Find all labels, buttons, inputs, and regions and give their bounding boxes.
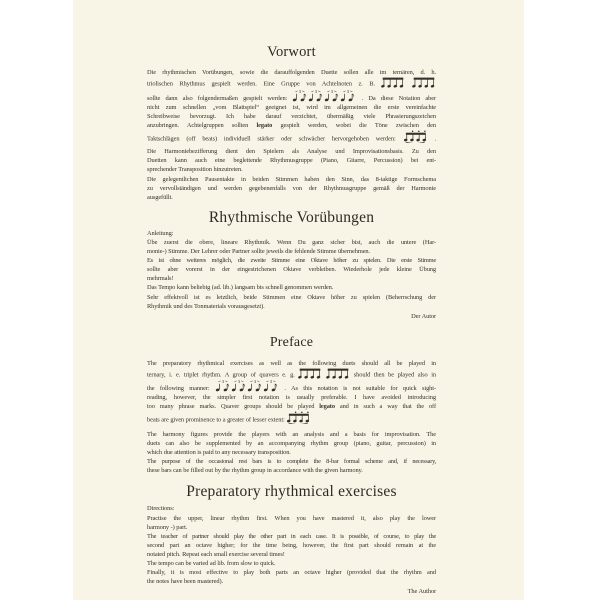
text: monie-) Stimme. Der Lehrer oder Partner sollte jeweils die fehlende Stimme übernehmen. [147, 248, 371, 256]
page-content [147, 0, 436, 596]
paragraph-line [147, 457, 436, 466]
triplet-figure-icon [215, 379, 231, 392]
text: The Author [407, 588, 436, 596]
triplet-figure-icon [263, 379, 279, 392]
text: reading, however, the simpler first notation is usually preferable. I have avoided introducing [147, 394, 436, 402]
text: ternary, i. e. triplet rhythm. A group of quavers e. g. [147, 371, 295, 379]
paragraph-line [147, 577, 436, 586]
beamed-quavers-icon [326, 368, 350, 379]
paragraph-line [147, 184, 436, 193]
text: gespielt werden, wobei die Töne zwischen den [280, 121, 437, 129]
paragraph-line [147, 103, 436, 112]
text: Das Tempo kann beliebig (ad. lib.) langsam bis schnell genommen werden. [147, 284, 334, 292]
text: Die Harmoniebezifferung dient den Spielern als Analyse und Improvisationsbasis. Zu den [147, 148, 436, 156]
paragraph-line [147, 302, 436, 311]
text: Es ist ohne weiteres möglich, die zweite Stimme eine Oktave höher zu spielen. Die erste Stimme [147, 257, 436, 265]
paragraph-line [147, 439, 436, 448]
text: . As this notation is not suitable for quick sight- [284, 385, 436, 393]
text: should then be played also in [353, 371, 437, 379]
author-signature [147, 312, 436, 321]
text: mehrmals! [147, 275, 174, 283]
paragraph-line [147, 265, 436, 274]
triplet-figure-icon [340, 89, 356, 102]
paragraph-line [147, 77, 436, 89]
text: Übe zuerst die obere, lineare Rhythmik. Wenn Du ganz sicher bist, auch die untere (Har- [147, 238, 436, 246]
text: Practise the upper, linear rhythm first. When you have mastered it, also play the lower [147, 514, 436, 522]
text: The teacher of partner should play the other part in each case. It is possible, of course, to play the [147, 532, 436, 540]
paragraph-line [147, 368, 436, 380]
accented-quavers-icon [403, 130, 428, 143]
text: nicht zum schnellen „vom Blattspiel“ geeignet ist, wird im allgemeinen die erste vereinfachte [147, 103, 436, 111]
paragraph-line [147, 504, 436, 513]
paragraph-line [147, 466, 436, 475]
paragraph-line [147, 359, 436, 368]
paragraph-line [147, 247, 436, 256]
paragraph-line [147, 147, 436, 156]
triplet-figure-icon [231, 379, 247, 392]
text: notated pitch. Repeat each small exercise several times! [147, 550, 285, 558]
text: second part an octave higher; for the time being, however, the first part should remain at the [147, 541, 436, 549]
paragraph-line [147, 283, 436, 292]
text: The preparatory rhythmical exercises as well as the following duets should all be played in [147, 359, 436, 367]
paragraph-line [147, 238, 436, 247]
accented-quavers-icon [286, 411, 311, 424]
text: ausgefüllt. [147, 193, 173, 201]
text: and in such a way that the off [339, 403, 436, 411]
text: Rhythmik und des Tonmaterials vorausgesetzt). [147, 302, 265, 310]
text: duets can also be supplemented by an accompanying rhythm group (piano, guitar, percussion) in [147, 440, 436, 448]
author-signature [147, 587, 436, 596]
paragraph-line [147, 379, 436, 393]
text: the notes have been mastered). [147, 578, 224, 586]
text: . [434, 135, 436, 143]
paragraph-line [147, 523, 436, 532]
paragraph-line [147, 559, 436, 568]
paragraph-line [147, 112, 436, 121]
paragraph-line [147, 541, 436, 550]
beamed-quavers-icon [381, 77, 405, 88]
text: too many phrase marks. Quaver groups should be played [147, 403, 315, 411]
text: . Da diese Notation aber [361, 94, 436, 102]
paragraph-line [147, 193, 436, 202]
text: Anleitung: [147, 229, 174, 237]
book-page [73, 0, 524, 600]
text: The tempo can be varied ad lib. from slow to quick. [147, 560, 276, 567]
paragraph-line [147, 514, 436, 523]
paragraph-line [147, 175, 436, 184]
section-title-vorwort: Vorwort [267, 44, 316, 60]
text: triolischen Rhythmus gespielt werden. Eine Gruppe von Achtelnoten z. B. [147, 80, 375, 88]
paragraph-line [147, 165, 436, 174]
paragraph-line [147, 550, 436, 559]
text: anzubringen. Achtelgruppen sollten [147, 121, 249, 129]
paragraph-line [147, 448, 436, 457]
paragraph-line [147, 568, 436, 577]
triplet-figure-icon [324, 89, 340, 102]
paragraph-line [147, 130, 436, 144]
text: The harmony figures provide the players with an analysis and a basis for improvisation. The [147, 430, 436, 438]
legato-emphasis: legato [319, 403, 335, 411]
text: Taktschlägen (off beats) individuell stärker oder schwächer hervorgehoben werden: [147, 135, 396, 143]
text: Die rhythmischen Vorübungen, sowie die darauffolgenden Duette sollen alle im ternären, d. h. [147, 69, 436, 76]
text: Der Autor [411, 312, 436, 320]
text: Directions: [147, 505, 175, 513]
text: the following manner: [147, 385, 210, 393]
text: sollte aber vorerst in der eingestrichenen Oktave verbleiben. Wiederhole jede kleine Übung [147, 266, 436, 274]
text: these bars can be filled out by the rhythm group in accordance with the given harmony. [147, 467, 363, 475]
legato-emphasis: legato [256, 121, 273, 129]
paragraph-line [147, 393, 436, 402]
paragraph-line [147, 430, 436, 439]
paragraph-line [147, 274, 436, 283]
text: Finally, it is most effective to play both parts an octave higher (provided that the rhythm and [147, 569, 436, 577]
text: Schreibweise bevorzugt. Ich habe darauf verzichtet, übermäßig viele Phrasierungszeichen [147, 112, 436, 120]
text: Die gelegentlichen Pausentakte in beiden Stimmen haben den Sinn, das 8-taktige Formschema [147, 175, 436, 183]
text: zu vervollständigen und werden gegebenenfalls von der Rhythmusgruppe gemäß der Harmonie [147, 184, 436, 192]
text: harmony -) part. [147, 523, 188, 531]
paragraph-line [147, 293, 436, 302]
section-title-rhythmische-voruebungen: Rhythmische Vorübungen [208, 208, 375, 226]
paragraph-line [147, 411, 436, 425]
text: sollte dann also folgendermaßen gespielt werden: [147, 94, 288, 102]
section-title-preparatory-exercises: Preparatory rhythmical exercises [186, 483, 397, 501]
paragraph-line [147, 532, 436, 541]
text: The purpose of the occasional rest bars is to complete the 8-bar formal scheme and, if necessary, [147, 458, 436, 466]
paragraph-line [147, 156, 436, 165]
text: beats are given prominence to a greater of lesser extent: [147, 416, 285, 424]
triplet-figure-icon [247, 379, 263, 392]
triplet-figure-icon [292, 89, 308, 102]
text: which due attention is paid to any necessary transposition. [147, 449, 291, 457]
text: Duetten kann auch eine begleitende Rhythmusgruppe (Piano, Gitarre, Percussion) bei ent- [147, 157, 436, 165]
paragraph-line [147, 89, 436, 103]
triplet-figure-icon [308, 89, 324, 102]
paragraph-line [147, 229, 436, 238]
paragraph-line [147, 68, 436, 77]
text: Sehr effektvoll ist es letztlich, beide Stimmen eine Oktave höher zu spielen (Beherrschung der [147, 293, 436, 301]
beamed-quavers-icon [298, 368, 322, 379]
text: sprechender Transposition hinzutreten. [147, 166, 243, 174]
section-title-preface: Preface [269, 334, 314, 350]
beamed-quavers-icon [412, 77, 436, 88]
paragraph-line [147, 121, 436, 130]
paragraph-line [147, 402, 436, 411]
paragraph-line [147, 256, 436, 265]
